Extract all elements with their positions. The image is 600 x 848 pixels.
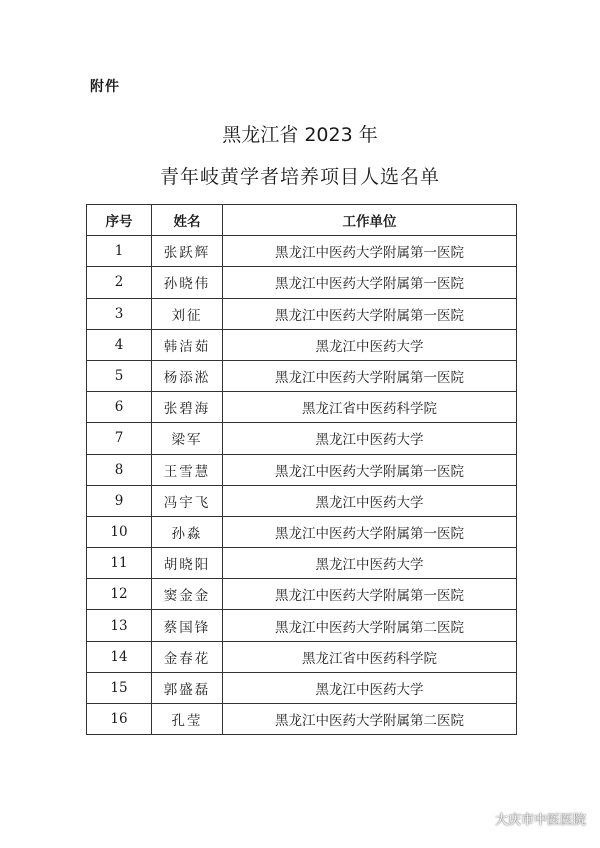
cell-name: 孙晓伟 xyxy=(152,267,223,298)
cell-name: 梁军 xyxy=(152,423,223,454)
cell-no: 6 xyxy=(87,392,152,423)
cell-unit: 黑龙江中医药大学附属第一医院 xyxy=(223,579,517,610)
table-row xyxy=(87,454,517,485)
document-title-line1: 黑龙江省 2023 年 xyxy=(222,124,378,146)
cell-name: 郭盛磊 xyxy=(152,672,223,703)
table-row xyxy=(87,392,517,423)
table-row xyxy=(87,641,517,672)
cell-no: 7 xyxy=(87,423,152,454)
cell-unit: 黑龙江中医药大学附属第二医院 xyxy=(223,704,517,735)
cell-no: 16 xyxy=(87,704,152,735)
table-row xyxy=(87,516,517,547)
cell-no: 1 xyxy=(87,236,152,267)
cell-unit: 黑龙江省中医药科学院 xyxy=(223,392,517,423)
table-row xyxy=(87,610,517,641)
cell-unit: 黑龙江中医药大学附属第一医院 xyxy=(223,360,517,391)
table-row xyxy=(87,548,517,579)
cell-unit: 黑龙江中医药大学 xyxy=(223,485,517,516)
table-row xyxy=(87,704,517,735)
candidate-table xyxy=(86,204,517,735)
document-title-line2: 青年岐黄学者培养项目人选名单 xyxy=(159,166,440,188)
watermark-text: 大庆市中医医院 xyxy=(494,813,586,828)
cell-unit: 黑龙江中医药大学 xyxy=(223,423,517,454)
cell-no: 5 xyxy=(87,360,152,391)
cell-no: 4 xyxy=(87,329,152,360)
cell-name: 孔莹 xyxy=(152,704,223,735)
table-row xyxy=(87,236,517,267)
cell-unit: 黑龙江中医药大学附属第一医院 xyxy=(223,516,517,547)
cell-name: 胡晓阳 xyxy=(152,548,223,579)
cell-name: 冯宇飞 xyxy=(152,485,223,516)
cell-name: 窦金金 xyxy=(152,579,223,610)
table-row xyxy=(87,485,517,516)
cell-name: 杨添淞 xyxy=(152,360,223,391)
table-row xyxy=(87,360,517,391)
cell-name: 孙淼 xyxy=(152,516,223,547)
cell-no: 13 xyxy=(87,610,152,641)
cell-name: 张跃辉 xyxy=(152,236,223,267)
cell-no: 9 xyxy=(87,485,152,516)
table-row xyxy=(87,423,517,454)
cell-no: 3 xyxy=(87,298,152,329)
header-no: 序号 xyxy=(87,205,152,236)
cell-unit: 黑龙江中医药大学 xyxy=(223,548,517,579)
cell-no: 11 xyxy=(87,548,152,579)
cell-name: 金春花 xyxy=(152,641,223,672)
cell-unit: 黑龙江省中医药科学院 xyxy=(223,641,517,672)
table-row xyxy=(87,267,517,298)
table-header-row xyxy=(87,205,517,236)
header-unit: 工作单位 xyxy=(223,205,517,236)
watermark xyxy=(475,809,586,828)
table-body xyxy=(87,236,517,735)
cell-no: 8 xyxy=(87,454,152,485)
table-row xyxy=(87,672,517,703)
header-name: 姓名 xyxy=(152,205,223,236)
table-row xyxy=(87,579,517,610)
cell-unit: 黑龙江中医药大学 xyxy=(223,329,517,360)
cell-name: 刘征 xyxy=(152,298,223,329)
attachment-label: 附件 xyxy=(90,79,120,95)
table-row xyxy=(87,298,517,329)
cell-name: 韩洁茹 xyxy=(152,329,223,360)
table-row xyxy=(87,329,517,360)
cell-name: 王雪慧 xyxy=(152,454,223,485)
cell-no: 2 xyxy=(87,267,152,298)
cell-unit: 黑龙江中医药大学附属第一医院 xyxy=(223,298,517,329)
cell-unit: 黑龙江中医药大学附属第一医院 xyxy=(223,267,517,298)
cell-no: 14 xyxy=(87,641,152,672)
cell-name: 蔡国锋 xyxy=(152,610,223,641)
cell-unit: 黑龙江中医药大学附属第一医院 xyxy=(223,236,517,267)
cell-unit: 黑龙江中医药大学附属第一医院 xyxy=(223,454,517,485)
wechat-icon xyxy=(475,812,491,826)
cell-no: 10 xyxy=(87,516,152,547)
cell-no: 12 xyxy=(87,579,152,610)
cell-no: 15 xyxy=(87,672,152,703)
cell-unit: 黑龙江中医药大学 xyxy=(223,672,517,703)
cell-name: 张碧海 xyxy=(152,392,223,423)
cell-unit: 黑龙江中医药大学附属第二医院 xyxy=(223,610,517,641)
